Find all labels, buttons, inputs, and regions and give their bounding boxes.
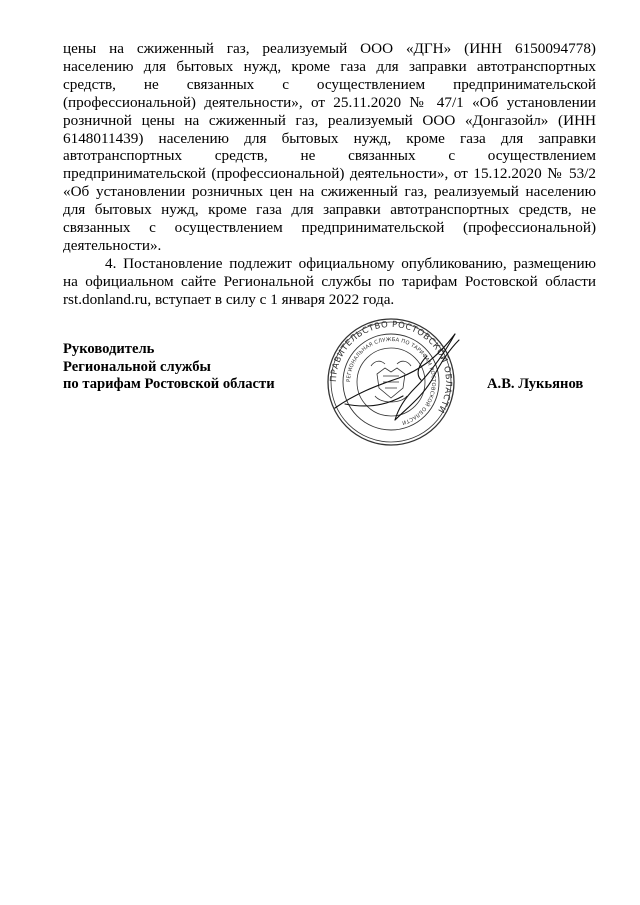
seal-inner-text: РЕГИОНАЛЬНАЯ СЛУЖБА ПО ТАРИФАМ РОСТОВСКОЙ ОБЛАСТИ	[345, 336, 437, 426]
seal-emblem	[371, 361, 411, 402]
signatory-title	[63, 341, 275, 394]
document-body	[63, 40, 596, 309]
signatory-title-line-1: Руководитель	[63, 341, 155, 357]
official-seal-stamp	[315, 316, 467, 448]
signatory-title-line-3: по тарифам Ростовской области	[63, 376, 275, 392]
seal-outer-text: ПРАВИТЕЛЬСТВО РОСТОВСКОЙ ОБЛАСТИ	[328, 319, 454, 415]
paragraph-continuation: цены на сжиженный газ, реализуемый ООО «ДГН» (ИНН 6150094778) населению для бытовых нужд, кроме газа для заправки автотранспортных средств, не связанных с осуществлением предпринимательской (профессиональной) деятельности», от 25.11.2020 № 47/1 «Об установлении розничной цены на сжиженный газ, реализуемый ООО «Донгазойл» (ИНН 6148011439) населению для бытовых нужд, кроме газа для заправки автотранспортных средств, не связанных с осуществлением предпринимательской (профессиональной) деятельности», от 15.12.2020 № 53/2 «Об установлении розничных цен на сжиженный газ, реализуемый населению для бытовых нужд, кроме газа для заправки автотранспортных средств, не связанных с осуществлением предпринимательской (профессиональной) деятельности».	[63, 40, 596, 254]
signatory-name: А.В. Лукьянов	[487, 376, 584, 392]
paragraph-4: 4. Постановление подлежит официальному опубликованию, размещению на официальном сайте Региональной службы по тарифам Ростовской области rst.donland.ru, вступает в силу с 1 января 2022 года.	[63, 254, 596, 308]
signatory-title-line-2: Региональной службы	[63, 358, 211, 375]
